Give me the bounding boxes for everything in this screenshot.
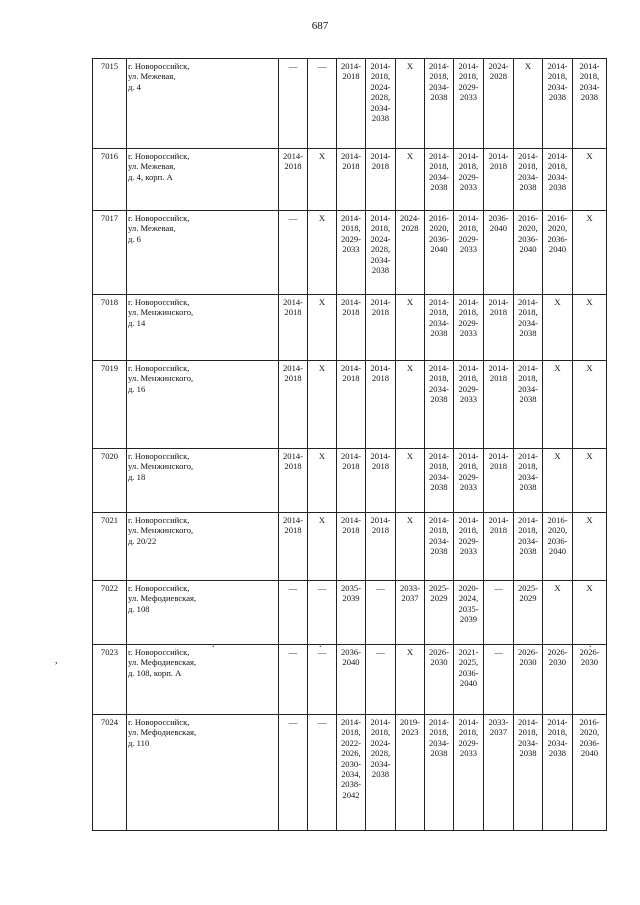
row-number: 7017	[93, 211, 127, 295]
period-cell: 2036- 2040	[337, 645, 366, 715]
period-cell: 2014- 2018, 2034- 2038	[514, 715, 543, 831]
period-cell: X	[573, 295, 607, 361]
period-cell: 2014- 2018, 2034- 2038	[543, 149, 573, 211]
period-cell: 2016- 2020, 2036- 2040	[425, 211, 454, 295]
period-cell: 2014- 2018, 2034- 2038	[425, 149, 454, 211]
row-number: 7024	[93, 715, 127, 831]
period-cell: 2014- 2018, 2034- 2038	[425, 715, 454, 831]
period-cell: 2014- 2018	[279, 449, 308, 513]
period-cell: 2014- 2018, 2034- 2038	[514, 361, 543, 449]
row-number: 7015	[93, 59, 127, 149]
period-cell: 2036- 2040	[484, 211, 514, 295]
table-row	[93, 211, 607, 295]
period-cell: 2014- 2018, 2034- 2038	[543, 59, 573, 149]
table-row	[93, 149, 607, 211]
period-cell: 2033- 2037	[396, 581, 425, 645]
period-cell: 2014- 2018, 2029- 2033	[454, 715, 484, 831]
table-row	[93, 295, 607, 361]
period-cell: 2014- 2018, 2034- 2038	[425, 449, 454, 513]
row-number: 7021	[93, 513, 127, 581]
period-cell: 2024- 2028	[396, 211, 425, 295]
period-cell: 2014- 2018	[366, 295, 396, 361]
period-cell: 2014- 2018	[337, 361, 366, 449]
address-cell: г. Новороссийск, ул. Межевая, д. 4, корп. А	[127, 149, 279, 211]
period-cell: 2014- 2018, 2034- 2038	[425, 361, 454, 449]
period-cell: 2014- 2018, 2029- 2033	[454, 149, 484, 211]
period-cell: X	[573, 449, 607, 513]
period-cell: 2014- 2018, 2034- 2038	[514, 513, 543, 581]
period-cell: 2014- 2018	[337, 449, 366, 513]
period-cell: 2020- 2024, 2035- 2039	[454, 581, 484, 645]
address-cell: г. Новороссийск, ул. Менжинского, д. 18	[127, 449, 279, 513]
period-cell: 2025- 2029	[425, 581, 454, 645]
address-cell: г. Новороссийск, ул. Мефодиевская, д. 108	[127, 581, 279, 645]
period-cell: X	[543, 449, 573, 513]
period-cell: X	[514, 59, 543, 149]
period-cell: 2014- 2018, 2029- 2033	[454, 59, 484, 149]
scan-speck: .	[589, 639, 592, 650]
period-cell: 2026- 2030	[514, 645, 543, 715]
period-cell: X	[396, 645, 425, 715]
table-body	[93, 59, 607, 831]
period-cell: X	[308, 361, 337, 449]
period-cell: X	[308, 149, 337, 211]
page-number: 687	[311, 20, 329, 32]
period-cell: —	[279, 581, 308, 645]
period-cell: —	[279, 59, 308, 149]
period-cell: X	[573, 211, 607, 295]
period-cell: 2014- 2018, 2034- 2038	[425, 513, 454, 581]
period-cell: X	[396, 513, 425, 581]
period-cell: 2014- 2018, 2029- 2033	[337, 211, 366, 295]
period-cell: X	[308, 513, 337, 581]
period-cell: 2026- 2030	[543, 645, 573, 715]
period-cell: 2014- 2018, 2029- 2033	[454, 361, 484, 449]
period-cell: 2016- 2020, 2036- 2040	[514, 211, 543, 295]
period-cell: —	[308, 59, 337, 149]
period-cell: —	[366, 645, 396, 715]
row-number: 7016	[93, 149, 127, 211]
period-cell: 2021- 2025, 2036- 2040	[454, 645, 484, 715]
period-cell: 2014- 2018	[366, 361, 396, 449]
period-cell: 2026- 2030	[425, 645, 454, 715]
period-cell: 2014- 2018	[366, 449, 396, 513]
period-cell: 2014- 2018	[337, 295, 366, 361]
period-cell: —	[484, 581, 514, 645]
period-cell: X	[308, 295, 337, 361]
row-number: 7018	[93, 295, 127, 361]
address-cell: г. Новороссийск, ул. Мефодиевская, д. 110	[127, 715, 279, 831]
period-cell: 2014- 2018, 2034- 2038	[514, 449, 543, 513]
address-cell: г. Новороссийск, ул. Межевая, д. 4	[127, 59, 279, 149]
period-cell: 2014- 2018, 2024- 2028, 2034- 2038	[366, 715, 396, 831]
table-row	[93, 513, 607, 581]
period-cell: 2019- 2023	[396, 715, 425, 831]
period-cell: 2016- 2020, 2036- 2040	[573, 715, 607, 831]
period-cell: 2035- 2039	[337, 581, 366, 645]
period-cell: 2026- 2030	[573, 645, 607, 715]
table-row	[93, 449, 607, 513]
period-cell: 2016- 2020, 2036- 2040	[543, 211, 573, 295]
period-cell: —	[484, 645, 514, 715]
period-cell: 2014- 2018, 2022- 2026, 2030- 2034, 2038- 2042	[337, 715, 366, 831]
period-cell: 2014- 2018	[484, 361, 514, 449]
period-cell: 2014- 2018	[279, 295, 308, 361]
period-cell: 2014- 2018	[279, 361, 308, 449]
table-row	[93, 715, 607, 831]
address-cell: г. Новороссийск, ул. Менжинского, д. 14	[127, 295, 279, 361]
address-cell: г. Новороссийск, ул. Межевая, д. 6	[127, 211, 279, 295]
period-cell: 2014- 2018, 2034- 2038	[543, 715, 573, 831]
scan-speck: .	[212, 639, 215, 650]
period-cell: 2014- 2018	[484, 513, 514, 581]
scan-speck: ,	[55, 655, 58, 666]
period-cell: 2014- 2018	[484, 449, 514, 513]
period-cell: X	[543, 361, 573, 449]
period-cell: 2014- 2018	[484, 149, 514, 211]
period-cell: X	[573, 149, 607, 211]
period-cell: 2014- 2018	[366, 149, 396, 211]
period-cell: X	[308, 211, 337, 295]
period-cell: X	[573, 361, 607, 449]
schedule-table	[92, 58, 607, 831]
period-cell: —	[366, 581, 396, 645]
period-cell: 2024- 2028	[484, 59, 514, 149]
period-cell: 2014- 2018, 2029- 2033	[454, 211, 484, 295]
period-cell: X	[396, 59, 425, 149]
period-cell: X	[308, 449, 337, 513]
period-cell: X	[396, 361, 425, 449]
scan-speck: .	[319, 639, 322, 650]
period-cell: 2014- 2018, 2034- 2038	[425, 59, 454, 149]
table-row	[93, 581, 607, 645]
period-cell: 2014- 2018, 2034- 2038	[514, 149, 543, 211]
period-cell: 2014- 2018, 2034- 2038	[573, 59, 607, 149]
period-cell: —	[279, 211, 308, 295]
address-cell: г. Новороссийск, ул. Менжинского, д. 20/22	[127, 513, 279, 581]
period-cell: 2016- 2020, 2036- 2040	[543, 513, 573, 581]
address-cell: г. Новороссийск, ул. Менжинского, д. 16	[127, 361, 279, 449]
period-cell: 2014- 2018	[366, 513, 396, 581]
table-row	[93, 59, 607, 149]
period-cell: 2014- 2018	[337, 59, 366, 149]
period-cell: X	[543, 581, 573, 645]
period-cell: 2014- 2018	[279, 149, 308, 211]
row-number: 7019	[93, 361, 127, 449]
period-cell: 2014- 2018, 2029- 2033	[454, 513, 484, 581]
row-number: 7022	[93, 581, 127, 645]
table-row	[93, 645, 607, 715]
period-cell: 2014- 2018, 2029- 2033	[454, 449, 484, 513]
period-cell: 2025- 2029	[514, 581, 543, 645]
row-number: 7020	[93, 449, 127, 513]
period-cell: 2014- 2018, 2034- 2038	[425, 295, 454, 361]
period-cell: 2033- 2037	[484, 715, 514, 831]
period-cell: 2014- 2018	[279, 513, 308, 581]
period-cell: X	[396, 449, 425, 513]
table-row	[93, 361, 607, 449]
period-cell: X	[573, 513, 607, 581]
period-cell: 2014- 2018, 2029- 2033	[454, 295, 484, 361]
row-number: 7023	[93, 645, 127, 715]
period-cell: 2014- 2018	[337, 149, 366, 211]
period-cell: —	[308, 645, 337, 715]
period-cell: —	[308, 715, 337, 831]
address-cell: г. Новороссийск, ул. Мефодиевская, д. 108, корп. А	[127, 645, 279, 715]
period-cell: 2014- 2018, 2034- 2038	[514, 295, 543, 361]
period-cell: 2014- 2018, 2024- 2028, 2034- 2038	[366, 211, 396, 295]
period-cell: —	[279, 715, 308, 831]
period-cell: —	[279, 645, 308, 715]
period-cell: X	[573, 581, 607, 645]
period-cell: —	[308, 581, 337, 645]
period-cell: X	[396, 295, 425, 361]
period-cell: 2014- 2018	[337, 513, 366, 581]
period-cell: X	[543, 295, 573, 361]
period-cell: X	[396, 149, 425, 211]
period-cell: 2014- 2018	[484, 295, 514, 361]
period-cell: 2014- 2018, 2024- 2028, 2034- 2038	[366, 59, 396, 149]
